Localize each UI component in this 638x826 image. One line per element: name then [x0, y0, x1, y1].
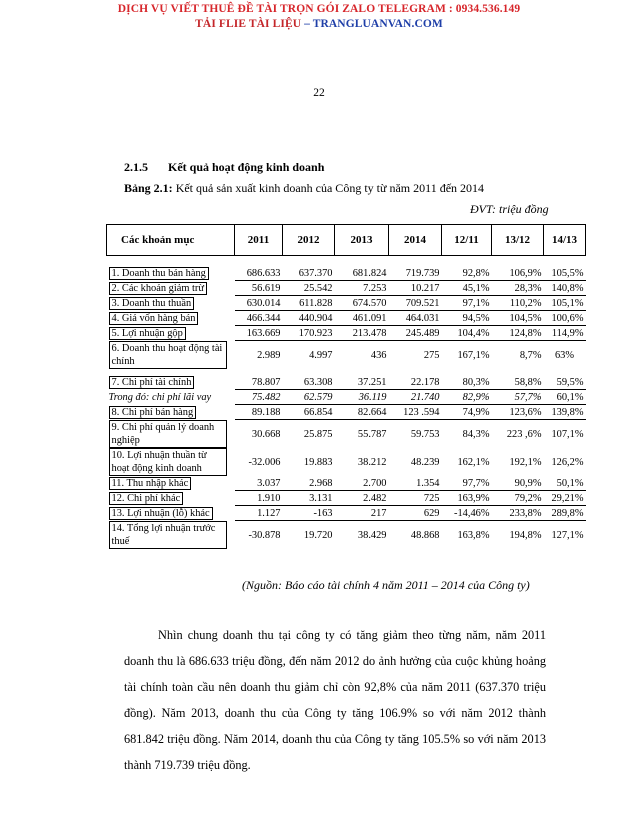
- table-cell: 123,6%: [492, 405, 544, 420]
- table-cell: 8,7%: [519, 349, 542, 361]
- table-cell: 59,5%: [544, 369, 586, 390]
- table-cell: 7.253: [335, 281, 389, 296]
- table-cell: 107,1%: [551, 428, 584, 440]
- table-cell: 139,8%: [544, 405, 586, 420]
- row-label-text: 7. Chi phí tài chính: [109, 376, 195, 389]
- table-row: [107, 390, 586, 405]
- unit-label: ĐVT: triệu đồng: [470, 202, 549, 216]
- row-label-text: 1. Doanh thu bán hàng: [109, 267, 209, 280]
- table-cell: 709.521: [389, 296, 442, 311]
- table-cell: 629: [389, 506, 442, 521]
- col-header-2014: 2014: [389, 225, 442, 256]
- row-label: [107, 521, 235, 550]
- section-heading: [124, 160, 324, 175]
- table-cell: 1.354: [389, 476, 442, 491]
- table-cell: 19.720: [303, 529, 333, 541]
- row-label: [107, 491, 235, 506]
- table-row: [107, 266, 586, 281]
- row-label-text: 12. Chi phí khác: [109, 492, 184, 505]
- table-cell: 38.429: [357, 529, 387, 541]
- table-cell: 25.875: [303, 428, 333, 440]
- table-cell: 192,1%: [509, 456, 542, 468]
- row-label: [107, 420, 235, 449]
- table-cell: 55.787: [357, 428, 387, 440]
- row-label-text: 6. Doanh thu hoạt động tài chính: [109, 341, 227, 369]
- table-row: [107, 311, 586, 326]
- table-cell: 79,2%: [492, 491, 544, 506]
- table-cell: 21.740: [389, 390, 442, 405]
- table-cell: 275: [423, 349, 440, 361]
- table-cell: 105,1%: [544, 296, 586, 311]
- section-number: 2.1.5: [124, 160, 148, 174]
- table-cell: 167,1%: [457, 349, 490, 361]
- table-cell: 2.968: [283, 476, 335, 491]
- table-cell: 194,8%: [509, 529, 542, 541]
- table-row: [107, 369, 586, 390]
- section-title: Kết quả hoạt động kinh doanh: [168, 160, 325, 174]
- row-label: [107, 266, 235, 281]
- table-row: [107, 420, 586, 449]
- table-cell: 25.542: [283, 281, 335, 296]
- row-label: [107, 448, 235, 476]
- table-caption-label: Bảng 2.1:: [124, 181, 173, 195]
- table-cell: 436: [370, 349, 387, 361]
- table-cell: 140,8%: [544, 281, 586, 296]
- table-cell: 97,1%: [442, 296, 492, 311]
- table-cell: 56.619: [235, 281, 283, 296]
- banner-separator: –: [301, 18, 313, 30]
- table-cell: 74,9%: [442, 405, 492, 420]
- table-cell: 2.700: [335, 476, 389, 491]
- table-cell: 466.344: [235, 311, 283, 326]
- table-row: [107, 476, 586, 491]
- table-row: [107, 405, 586, 420]
- row-label: [107, 326, 235, 341]
- table-cell: 82,9%: [442, 390, 492, 405]
- table-cell: 163,9%: [442, 491, 492, 506]
- row-label: [107, 311, 235, 326]
- row-label-text: 8. Chi phí bán hàng: [109, 406, 197, 419]
- row-label-text: 9. Chi phí quản lý doanh nghiệp: [109, 420, 227, 448]
- table-cell: 63.308: [283, 369, 335, 390]
- table-caption: [124, 181, 484, 196]
- col-header-13-12: 13/12: [492, 225, 544, 256]
- table-cell: 123 .594: [389, 405, 442, 420]
- table-cell: -30.878: [248, 529, 281, 541]
- row-label: [107, 405, 235, 420]
- table-cell: 30.668: [251, 428, 281, 440]
- banner-site-link[interactable]: TRANGLUANVAN.COM: [312, 18, 443, 30]
- col-header-14-13: 14/13: [544, 225, 586, 256]
- table-row: [107, 296, 586, 311]
- table-cell: 163.669: [235, 326, 283, 341]
- table-cell: 163,8%: [457, 529, 490, 541]
- row-label: [107, 281, 235, 296]
- row-label-text: 4. Giá vốn hàng bán: [109, 312, 199, 325]
- row-label: [107, 341, 235, 370]
- table-row: [107, 506, 586, 521]
- table-cell: 28,3%: [492, 281, 544, 296]
- table-cell: 217: [335, 506, 389, 521]
- table-cell: -163: [283, 506, 335, 521]
- row-label: [107, 506, 235, 521]
- table-cell: 464.031: [389, 311, 442, 326]
- table-cell: 104,5%: [492, 311, 544, 326]
- table-cell: 213.478: [335, 326, 389, 341]
- table-cell: 80,3%: [442, 369, 492, 390]
- table-cell: 223 ,6%: [506, 428, 542, 440]
- row-label-text: 13. Lợi nhuận (lỗ) khác: [109, 507, 213, 520]
- table-cell: 637.370: [283, 266, 335, 281]
- table-cell: 127,1%: [551, 529, 584, 541]
- row-label: [107, 476, 235, 491]
- table-cell: 63%: [554, 349, 575, 361]
- paragraph-text: Nhìn chung doanh thu tại công ty có tăng giảm theo từng năm, năm 2011 doanh thu là 686.633 triệu đồng, đến năm 2012 do ảnh hưởng của cuộc khủng hoảng tài chính toàn cầu nên doanh thu giảm chỉ còn 92,8% của năm 2011 (637.370 triệu đồng). Năm 2013, doanh thu của Công ty tăng 106.9% so với năm 2012 thành 681.842 triệu đồng. Năm 2014, doanh thu của Công ty tăng 105.5% so với năm 2013 thành 719.739 triệu đồng.: [124, 628, 546, 772]
- row-label-text: 5. Lợi nhuận gộp: [109, 327, 186, 340]
- table-cell: 62.579: [283, 390, 335, 405]
- table-cell: 110,2%: [492, 296, 544, 311]
- table-cell: 78.807: [235, 369, 283, 390]
- table-cell: 3.131: [283, 491, 335, 506]
- table-row: [107, 521, 586, 550]
- table-cell: -32.006: [248, 456, 281, 468]
- table-cell: 719.739: [389, 266, 442, 281]
- table-cell: 100,6%: [544, 311, 586, 326]
- table-cell: 84,3%: [462, 428, 490, 440]
- col-header-12-11: 12/11: [442, 225, 492, 256]
- body-paragraph: [124, 622, 546, 778]
- table-cell: 59.753: [410, 428, 440, 440]
- row-label-text: 10. Lợi nhuận thuần từ hoạt động kinh doanh: [109, 448, 227, 476]
- table-row: [107, 341, 586, 370]
- table-row: [107, 491, 586, 506]
- col-header-2013: 2013: [335, 225, 389, 256]
- table-cell: 92,8%: [442, 266, 492, 281]
- table-cell: 48.239: [410, 456, 440, 468]
- banner-download-text: TẢI FLIE TÀI LIỆU: [195, 18, 302, 30]
- table-cell: 611.828: [283, 296, 335, 311]
- table-row: [107, 448, 586, 476]
- table-source-note: (Nguồn: Báo cáo tài chính 4 năm 2011 – 2014 của Công ty): [242, 578, 530, 592]
- table-row: [107, 326, 586, 341]
- table-cell: 10.217: [389, 281, 442, 296]
- row-label-text: 14. Tổng lợi nhuận trước thuế: [109, 521, 227, 549]
- table-cell: 4.997: [309, 349, 333, 361]
- row-label: [107, 369, 235, 390]
- col-header-2012: 2012: [283, 225, 335, 256]
- table-cell: 94,5%: [442, 311, 492, 326]
- table-cell: 114,9%: [544, 326, 586, 341]
- table-caption-text: Kết quả sản xuất kinh doanh của Công ty từ năm 2011 đến 2014: [172, 181, 485, 195]
- table-cell: 124,8%: [492, 326, 544, 341]
- table-cell: 50,1%: [544, 476, 586, 491]
- table-cell: 104,4%: [442, 326, 492, 341]
- page-number: 22: [313, 87, 325, 99]
- table-spacer-cell: [107, 256, 586, 267]
- table-cell: 37.251: [335, 369, 389, 390]
- table-cell: 89.188: [235, 405, 283, 420]
- table-cell: 38.212: [357, 456, 387, 468]
- table-cell: 674.570: [335, 296, 389, 311]
- table-cell: 29,21%: [544, 491, 586, 506]
- table-cell: 66.854: [283, 405, 335, 420]
- table-cell: 90,9%: [492, 476, 544, 491]
- row-label-text: 2. Các khoản giảm trừ: [109, 282, 208, 295]
- table-cell: 2.482: [335, 491, 389, 506]
- table-row: [107, 281, 586, 296]
- table-cell: 97,7%: [442, 476, 492, 491]
- table-cell: 686.633: [235, 266, 283, 281]
- table-cell: 162,1%: [457, 456, 490, 468]
- row-label-text: 11. Thu nhập khác: [109, 477, 192, 490]
- table-cell: 725: [389, 491, 442, 506]
- row-label: [107, 296, 235, 311]
- table-cell: 1.910: [235, 491, 283, 506]
- col-header-2011: 2011: [235, 225, 283, 256]
- table-cell: 2.989: [257, 349, 281, 361]
- table-cell: 461.091: [335, 311, 389, 326]
- table-cell: 19.883: [303, 456, 333, 468]
- table-cell: 681.824: [335, 266, 389, 281]
- table-cell: 3.037: [235, 476, 283, 491]
- header-banner-line2: [0, 18, 638, 30]
- table-cell: 106,9%: [492, 266, 544, 281]
- table-cell: 45,1%: [442, 281, 492, 296]
- table-cell: 36.119: [335, 390, 389, 405]
- table-cell: -14,46%: [442, 506, 492, 521]
- table-cell: 22.178: [389, 369, 442, 390]
- table-cell: 170.923: [283, 326, 335, 341]
- table-cell: 630.014: [235, 296, 283, 311]
- table-cell: 440.904: [283, 311, 335, 326]
- table-cell: 245.489: [389, 326, 442, 341]
- table-cell: 58,8%: [492, 369, 544, 390]
- header-banner-line1: DỊCH VỤ VIẾT THUÊ ĐỀ TÀI TRỌN GÓI ZALO TELEGRAM : 0934.536.149: [117, 3, 521, 15]
- table-spacer-row: [107, 256, 586, 267]
- table-cell: 60,1%: [544, 390, 586, 405]
- row-label-text: 3. Doanh thu thuần: [109, 297, 195, 310]
- table-header-row: [107, 225, 586, 256]
- table-cell: 57,7%: [492, 390, 544, 405]
- table-cell: 233,8%: [492, 506, 544, 521]
- table-cell: 289,8%: [544, 506, 586, 521]
- row-label: Trong đó: chi phí lãi vay: [108, 391, 212, 403]
- table-cell: 82.664: [335, 405, 389, 420]
- table-cell: 75.482: [235, 390, 283, 405]
- table-cell: 105,5%: [544, 266, 586, 281]
- col-header-items: Các khoản mục: [107, 225, 235, 256]
- table-cell: 1.127: [235, 506, 283, 521]
- business-results-table: [106, 224, 586, 549]
- table-cell: 126,2%: [551, 456, 584, 468]
- table-cell: 48.868: [410, 529, 440, 541]
